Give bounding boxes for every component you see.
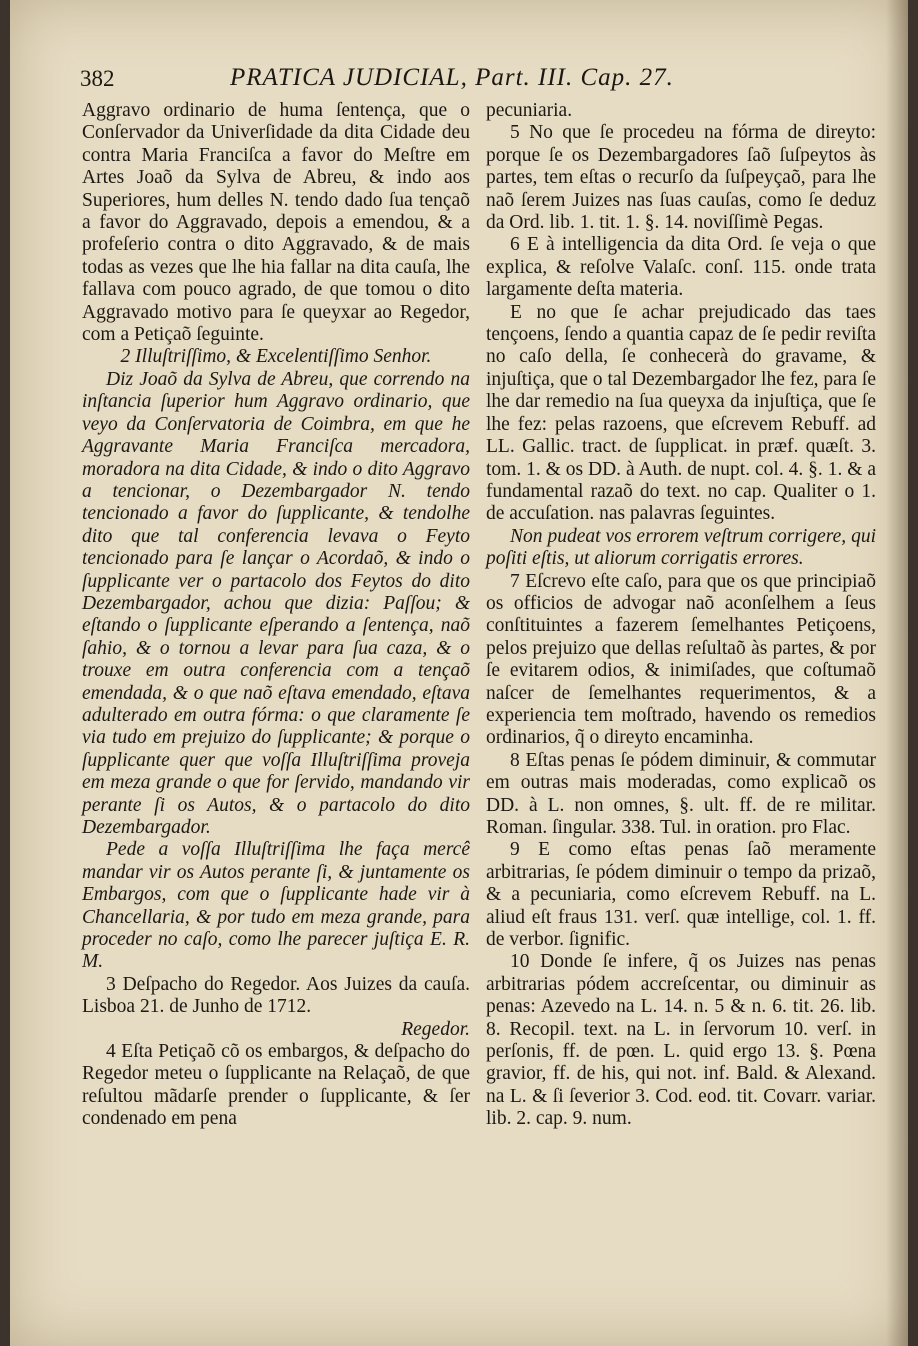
paragraph: 8 Eſtas penas ſe pódem diminuir, & commutar em outras mais moderadas, como explicaõ os DD. à L. non omnes, §. ult. ff. de re militar. Roman. ſingular. 338. Tul. in oration. pro Flac.	[486, 749, 876, 838]
paragraph: Aggravo ordinario de huma ſentença, que o Conſervador da Univerſidade da dita Cidade deu contra Maria Franciſca a favor do Meſtre em Artes Joaõ da Sylva de Abreu, & indo aos Superiores, hum delles N. tendo dado ſua tençaõ a favor do Aggravado, depois a emendou, & a profeſerio contra o dito Aggravado, & de mais todas as vezes que lhe hia fallar na dita cauſa, lhe fallava com pouco agrado, de que tomou o dito Aggravado motivo para ſe queyxar ao Regedor, com a Petiçaõ ſeguinte.	[82, 100, 470, 346]
paragraph: 5 No que ſe procedeu na fórma de direyto: porque ſe os Dezembargadores ſaõ ſuſpeytos às partes, tem eſtas o recurſo da ſuſpeyçaõ, para lhe naõ ſerem Juizes nas ſuas cauſas, como ſe deduz da Ord. lib. 1. tit. 1. §. 14. noviſſimè Pegas.	[486, 122, 876, 234]
petition-request: Pede a voſſa Illuſtriſſima lhe faça mercê mandar vir os Autos perante ſi, & juntamente os Embargos, com que o ſupplicante hade vir à Chancellaria, & por tudo em meza grande, para proceder no caſo, como lhe parecer juſtiça E. R. M.	[82, 839, 470, 973]
left-column	[82, 100, 470, 1131]
address-salutation: 2 Illuſtriſſimo, & Excelentiſſimo Senhor.	[120, 346, 432, 368]
signature-line: Regedor.	[401, 1018, 470, 1040]
paragraph: 6 E à intelligencia da dita Ord. ſe veja o que explica, & reſolve Valaſc. conſ. 115. onde trata largamente deſta materia.	[486, 234, 876, 301]
right-column	[486, 100, 876, 1131]
paragraph: 7 Eſcrevo eſte caſo, para que os que principiaõ os officios de advogar naõ aconſelhem a ſeus conſtituintes a fazerem ſemelhantes Petiçoens, pelos prejuizo que dellas reſultaõ às partes, & por ſe evitarem odios, & inimiſades, que coſtumaõ naſcer de ſemelhantes requerimentos, & a experiencia tem moſtrado, havendo os remedios ordinarios, q̃ o direyto encaminha.	[486, 570, 876, 749]
book-page	[10, 0, 908, 1346]
latin-quotation: Non pudeat vos errorem veſtrum corrigere, qui poſiti eſtis, ut aliorum corrigatis errores.	[486, 525, 876, 570]
paragraph: 4 Eſta Petiçaõ cõ os embargos, & deſpacho do Regedor meteu o ſupplicante na Relaçaõ, de que reſultou mãdarſe prender o ſupplicante, & ſer condenado em pena	[82, 1041, 470, 1130]
paragraph: 3 Deſpacho do Regedor. Aos Juizes da cauſa. Lisboa 21. de Junho de 1712.	[82, 973, 470, 1018]
paragraph: 10 Donde ſe infere, q̃ os Juizes nas penas arbitrarias pódem accreſcentar, ou diminuir as penas: Azevedo na L. 14. n. 5 & n. 6. tit. 26. lib. 8. Recopil. text. na L. in ſervorum 10. verſ. in perſonis, ff. de pœn. L. quid ergo 13. §. Pœna gravior, ff. de his, qui not. inf. Bald. & Alexand. na L. & ſi ſeverior 3. Cod. eod. tit. Covarr. variar. lib. 2. cap. 9. num.	[486, 951, 876, 1130]
paragraph: 9 E como eſtas penas ſaõ meramente arbitrarias, ſe pódem diminuir o tempo da prizaõ, & a pecuniaria, como eſcrevem Rebuff. na L. aliud eſt fraus 131. verſ. quæ intellige, col. 1. ff. de verbor. ſignific.	[486, 839, 876, 951]
paragraph: E no que ſe achar prejudicado das taes tençoens, ſendo a quantia capaz de ſe pedir reviſta no caſo della, ſe conhecerà do gravame, & injuſtiça, que o tal Dezembargador lhe fez, para ſe lhe dar remedio na ſua queyxa da injuſtiça, que ſe lhe fez: pelas razoens, que eſcrevem Rebuff. ad LL. Gallic. tract. de ſupplicat. in præf. quæſt. 3. tom. 1. & os DD. à Auth. de nupt. col. 4. §. 1. & a fundamental razaõ do text. no cap. Qualiter o 1. de accuſation. nas palavras ſeguintes.	[486, 301, 876, 525]
page-header	[80, 62, 800, 98]
paragraph: pecuniaria.	[486, 100, 573, 121]
page-number: 382	[80, 66, 115, 91]
page-gutter-shadow	[886, 0, 908, 1346]
petition-text: Diz Joaõ da Sylva de Abreu, que correndo na inſtancia ſuperior hum Aggravo ordinario, que veyo da Conſervatoria de Coimbra, em que he Aggravante Maria Franciſca mercadora, moradora na dita Cidade, & indo o dito Aggravo a tencionar, o Dezembargador N. tendo tencionado a favor do ſupplicante, & tendolhe dito que tal conferencia levava o Feyto tencionado para ſe lançar o Acordaõ, & indo o ſupplicante ver o partacolo dos Feytos do dito Dezembargador, achou que dizia: Paſſou; & eſtando o ſupplicante eſperando a ſentença, naõ ſahio, & o tornou a levar para ſua caza, & o trouxe em outra conferencia com a tençaõ emendada, & o que naõ eſtava emendado, eſtava adulterado em outra fórma: o que claramente ſe via tudo em prejuizo do ſupplicante; & porque o ſupplicante quer que voſſa Illuſtriſſima proveja em meza grande o que for ſervido, mandando vir perante ſi os Autos, & o partacolo do dito Dezembargador.	[82, 368, 470, 838]
running-head: PRATICA JUDICIAL, Part. III. Cap. 27.	[230, 64, 674, 91]
